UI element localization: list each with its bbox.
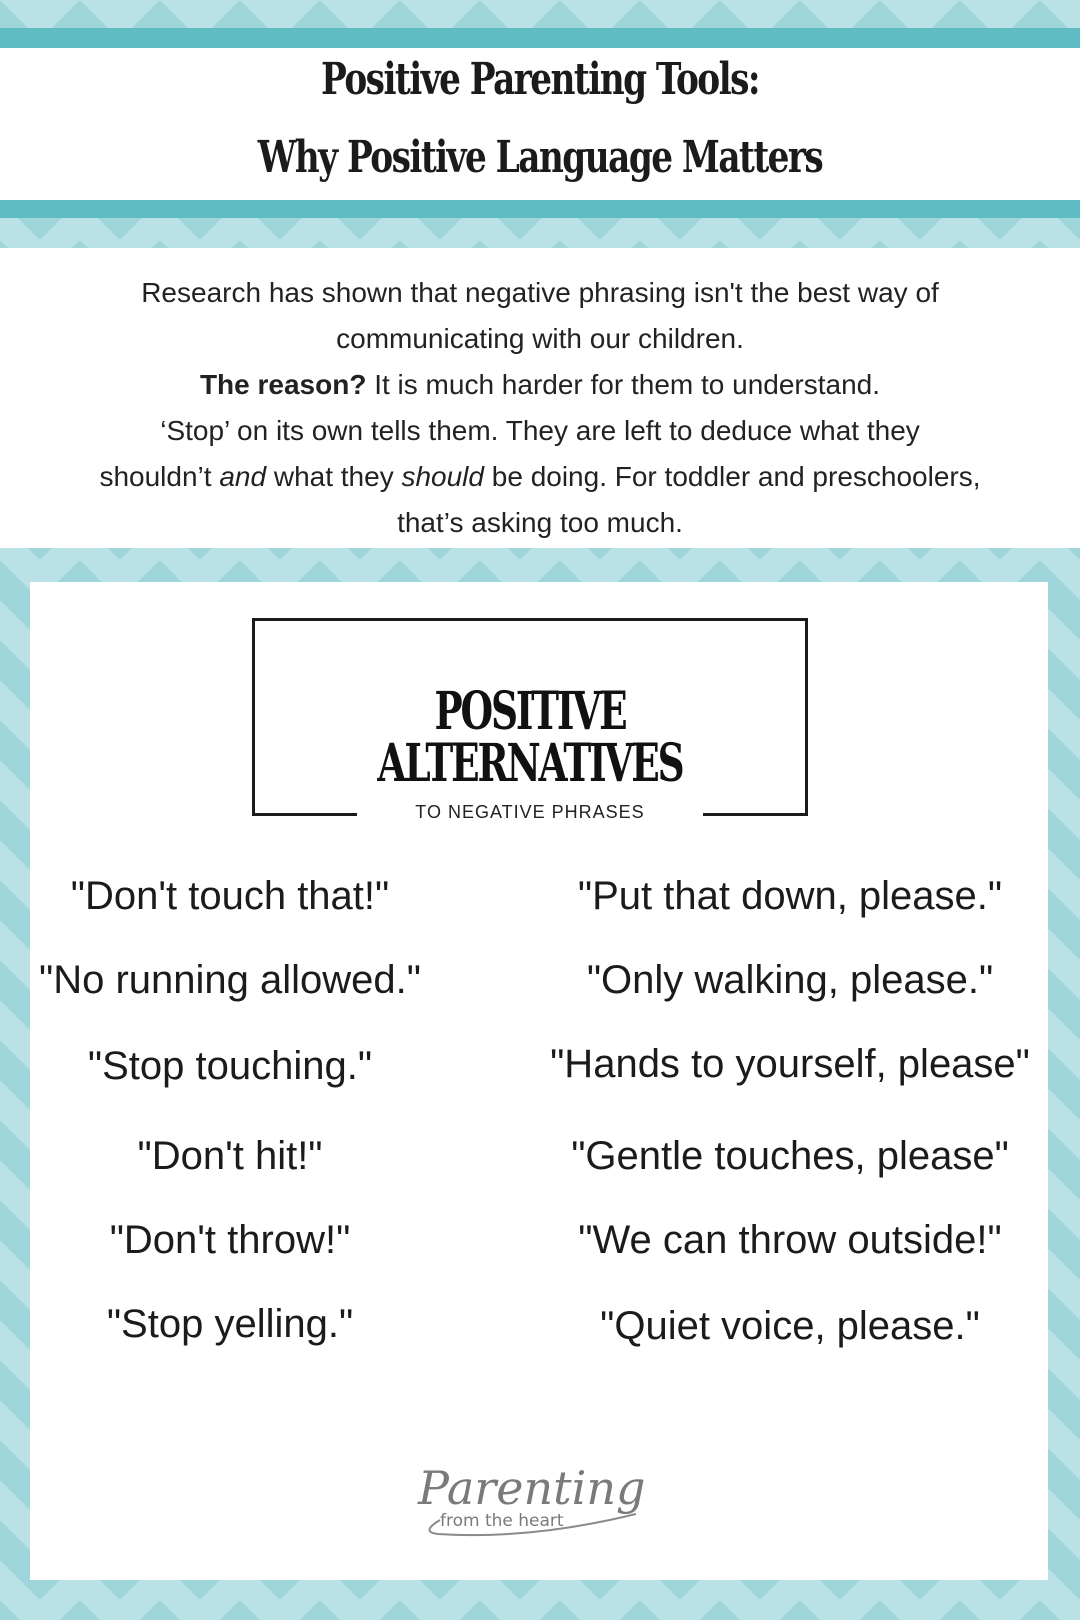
- positive-phrase: "We can throw outside!": [578, 1218, 1002, 1262]
- intro-line-2: communicating with our children.: [336, 323, 744, 354]
- intro-line-5: [0, 454, 1080, 500]
- negative-phrase: "No running allowed.": [39, 958, 421, 1002]
- intro-line-3: [0, 362, 1080, 408]
- intro-paragraph: [0, 248, 1080, 548]
- page-title-line-1: Positive Parenting Tools:: [321, 54, 759, 105]
- alternatives-title: POSITIVE ALTERNATIVES: [377, 681, 683, 794]
- intro-reason-bold: The reason?: [199, 369, 367, 400]
- header-stripe-top: [0, 28, 1080, 48]
- negative-phrase: "Don't hit!": [137, 1134, 323, 1178]
- frame-left: [252, 618, 255, 816]
- logo-word: Parenting: [418, 1461, 646, 1515]
- parenting-logo: [410, 1452, 670, 1542]
- frame-top: [252, 618, 808, 621]
- negative-phrase: "Stop touching.": [87, 1044, 373, 1088]
- intro-line-5-part-a: shouldn’t: [99, 461, 220, 492]
- positive-phrase: "Only walking, please.": [586, 958, 994, 1002]
- intro-reason-rest: It is much harder for them to understand.: [366, 369, 881, 400]
- negative-phrase: "Stop yelling.": [106, 1302, 354, 1346]
- intro-line-4: ‘Stop’ on its own tells them. They are left to deduce what they: [160, 415, 920, 446]
- intro-line-1: Research has shown that negative phrasing isn't the best way of: [141, 277, 939, 308]
- alternatives-card: [30, 582, 1048, 1580]
- alternatives-title-box: [252, 618, 808, 822]
- intro-line-5-and: and: [219, 461, 267, 492]
- header-banner: [0, 48, 1080, 200]
- page-title-line-2: Why Positive Language Matters: [257, 132, 823, 183]
- logo-tagline: from the heart: [440, 1511, 564, 1531]
- positive-phrase: "Hands to yourself, please": [550, 1042, 1030, 1086]
- positive-phrase: "Gentle touches, please": [571, 1134, 1009, 1178]
- intro-line-5-should: should: [401, 461, 484, 492]
- frame-right: [805, 618, 808, 816]
- positive-phrase: "Put that down, please.": [577, 874, 1003, 918]
- header-stripe-bottom: [0, 200, 1080, 218]
- negative-phrase: "Don't throw!": [109, 1218, 351, 1262]
- alternatives-subtitle: TO NEGATIVE PHRASES: [415, 802, 645, 822]
- negative-phrase: "Don't touch that!": [70, 874, 390, 918]
- intro-line-5-part-b: what they: [266, 461, 402, 492]
- positive-phrase: "Quiet voice, please.": [600, 1304, 980, 1348]
- intro-line-6: that’s asking too much.: [397, 507, 683, 538]
- intro-line-5-part-c: be doing. For toddler and preschoolers,: [483, 461, 981, 492]
